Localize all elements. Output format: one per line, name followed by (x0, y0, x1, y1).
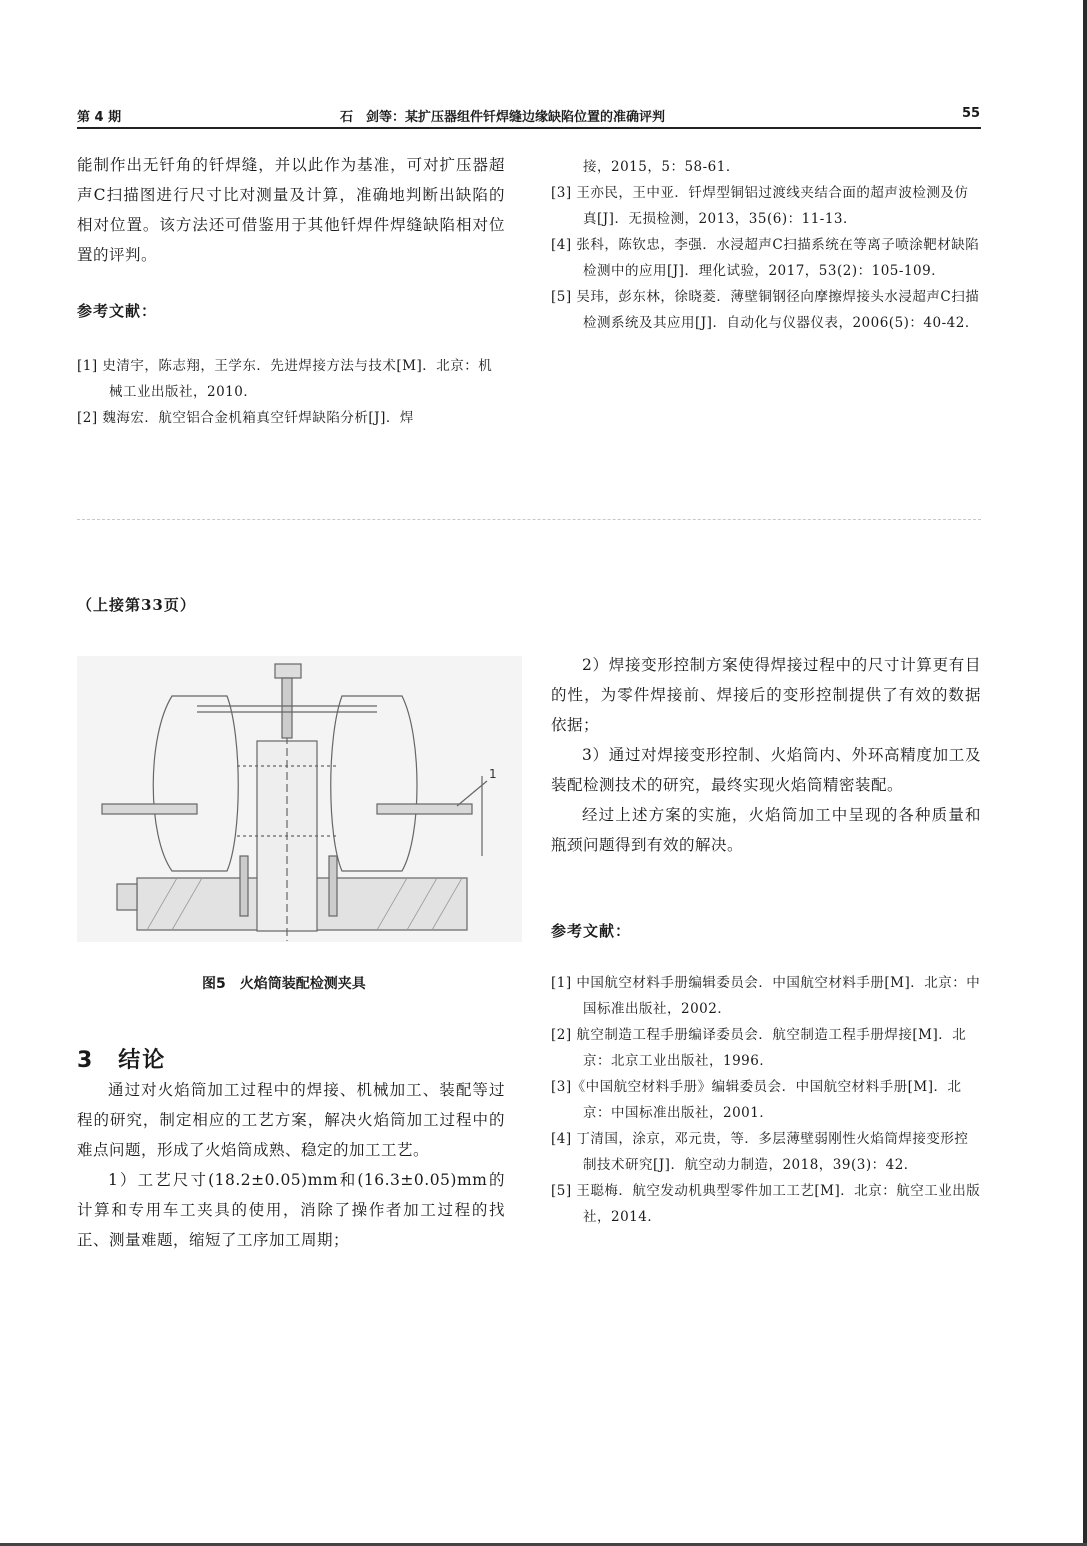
right-column-body (551, 650, 981, 860)
figure-caption: 图5 火焰筒装配检测夹具 (202, 976, 366, 992)
body-paragraph: 经过上述方案的实施，火焰筒加工中呈现的各种质量和瓶颈问题得到有效的解决。 (551, 806, 981, 854)
body-paragraph: 3）通过对焊接变形控制、火焰筒内、外环高精度加工及装配检测技术的研究，最终实现火焰筒精密装配。 (551, 746, 981, 794)
fixture-drawing (77, 656, 522, 942)
conclusion-body (77, 1075, 505, 1255)
references-list (551, 970, 981, 1230)
continued-note: （上接第33页） (77, 596, 196, 614)
closing-paragraph: 能制作出无钎角的钎焊缝，并以此作为基准，可对扩压器超声C扫描图进行尺寸比对测量及计算，准确地判断出缺陷的相对位置。该方法还可借鉴用于其他钎焊件焊缝缺陷相对位置的评判。 (77, 156, 505, 264)
page-number: 55 (962, 106, 981, 121)
section-divider (77, 519, 981, 520)
figure-callout-label: 1 (489, 767, 497, 781)
section-heading: 3 结论 (77, 1048, 167, 1073)
reference-item: [1] 中国航空材料手册编辑委员会．中国航空材料手册[M]．北京：中国标准出版社，2002． (551, 975, 981, 1017)
conclusion-paragraph: 通过对火焰筒加工过程中的焊接、机械加工、装配等过程的研究，制定相应的工艺方案，解决火焰筒加工过程中的难点问题，形成了火焰筒成熟、稳定的加工工艺。 (77, 1081, 505, 1159)
body-paragraph: 2）焊接变形控制方案使得焊接过程中的尺寸计算更有目的性，为零件焊接前、焊接后的变形控制提供了有效的数据依据； (551, 656, 981, 734)
conclusion-paragraph: 1）工艺尺寸(18.2±0.05)mm和(16.3±0.05)mm的计算和专用车工夹具的使用，消除了操作者加工过程的找正、测量难题，缩短了工序加工周期； (77, 1171, 505, 1249)
reference-item: 接，2015，5：58-61． (583, 159, 740, 175)
header-rule (77, 127, 981, 129)
journal-issue: 第 4 期 (77, 110, 122, 125)
fixture-figure (77, 656, 522, 942)
reference-item: [5] 吴玮，彭东林，徐晓菱．薄壁铜钢径向摩擦焊接头水浸超声C扫描检测系统及其应用[J]．自动化与仪器仪表，2006(5)：40-42． (551, 289, 980, 331)
reference-item: [4] 丁清国，涂京，邓元贵，等．多层薄壁弱刚性火焰筒焊接变形控制技术研究[J]．航空动力制造，2018，39(3)：42． (551, 1131, 969, 1173)
references-list-continued (551, 154, 981, 336)
reference-item: [5] 王聪梅．航空发动机典型零件加工工艺[M]．北京：航空工业出版社，2014． (551, 1183, 981, 1225)
reference-item: [4] 张科，陈钦忠，李强．水浸超声C扫描系统在等离子喷涂靶材缺陷检测中的应用[J]．理化试验，2017，53(2)：105-109． (551, 237, 980, 279)
references-list (77, 353, 505, 431)
reference-item: [2] 航空制造工程手册编译委员会．航空制造工程手册焊接[M]．北京：北京工业出版社，1996． (551, 1027, 967, 1069)
references-title: 参考文献： (77, 302, 158, 320)
page-edge-right (1083, 0, 1087, 1546)
reference-item: [3] 王亦民，王中亚．钎焊型铜铝过渡线夹结合面的超声波检测及仿真[J]．无损检测，2013，35(6)：11-13． (551, 185, 969, 227)
running-title: 石 剑等：某扩压器组件钎焊缝边缘缺陷位置的准确评判 (340, 110, 666, 125)
reference-item: [2] 魏海宏．航空铝合金机箱真空钎焊缺陷分析[J]．焊 (77, 410, 414, 426)
reference-item: [3]《中国航空材料手册》编辑委员会．中国航空材料手册[M]．北京：中国标准出版社，2001． (551, 1079, 962, 1121)
reference-item: [1] 史清宇，陈志翔，王学东．先进焊接方法与技术[M]．北京：机械工业出版社，2010． (77, 358, 493, 400)
references-title: 参考文献： (551, 922, 632, 940)
